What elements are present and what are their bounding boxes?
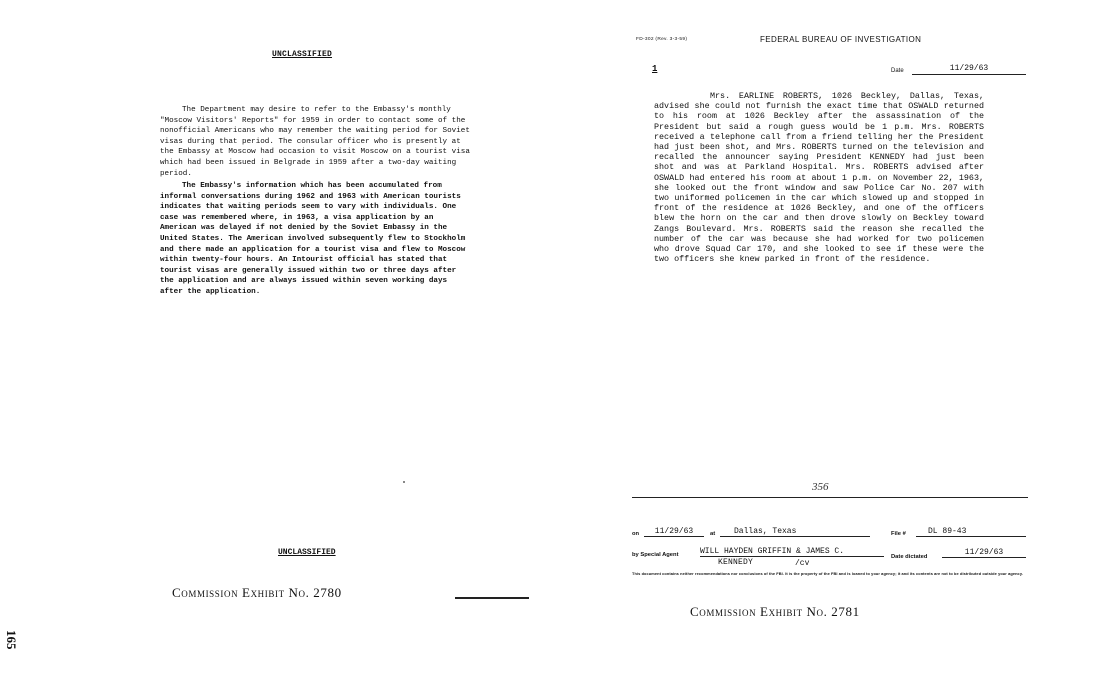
file-label: File # xyxy=(891,531,906,537)
exhibit-caption-2780: Commission Exhibit No. 2780 xyxy=(172,585,342,600)
on-label: on xyxy=(632,531,640,537)
page-marker: 1 xyxy=(652,64,658,74)
left-document-page xyxy=(0,0,540,691)
bureau-title: FEDERAL BUREAU OF INVESTIGATION xyxy=(760,35,922,44)
form-number: FD-302 (Rev. 3-3-59) xyxy=(636,37,688,42)
classification-footer: UNCLASSIFIED xyxy=(278,548,336,557)
report-body: Mrs. EARLINE ROBERTS, 1026 Beckley, Dallas, Texas, advised she could not furnish the exact time that OSWALD returned to his room at 1026 Beckley after the assassination of the President but said a rough guess would be 1 p.m. Mrs. ROBERTS received a telephone call from a friend telling her the President had just been shot, and Mrs. ROBERTS turned on the television and recalled the announcer saying President KENNEDY had just been shot and was at Parkland Hospital. Mrs. ROBERTS advised after OSWALD had entered his room at about 1 p.m. on November 22, 1963, she looked out the front window and saw Police Car No. 207 with two uniformed policemen in the car which slowed up and stopped in front of the residence at 1026 Beckley, and one of the officers blew the horn on the car and then drove slowly on Beckley toward Zangs Boulevard. Mrs. ROBERTS said the reason she recalled the number of the car was because she had worked for two policemen who drove Squad Car 170, and she looked to see if these were the two officers she knew parked in front of the residence. xyxy=(654,91,984,265)
interview-date: 11/29/63 xyxy=(644,527,704,537)
handwritten-number: 356 xyxy=(812,481,829,493)
agent-label: by Special Agent xyxy=(632,552,679,558)
page-number: 165 xyxy=(4,630,19,650)
scan-speck xyxy=(403,481,405,483)
signature-line xyxy=(455,597,529,599)
agent-names: WILL HAYDEN GRIFFIN & JAMES C. xyxy=(700,547,884,557)
file-number: DL 89-43 xyxy=(916,527,1026,537)
exhibit-caption-2781: Commission Exhibit No. 2781 xyxy=(690,604,860,619)
date-label: Date xyxy=(891,68,904,74)
divider-rule xyxy=(632,497,1028,498)
agent-initials: /cv xyxy=(795,559,810,568)
dictated-label: Date dictated xyxy=(891,554,928,560)
interview-location: Dallas, Texas xyxy=(720,527,870,537)
classification-heading: UNCLASSIFIED xyxy=(272,50,333,59)
at-label: at xyxy=(710,531,716,537)
dictated-date: 11/29/63 xyxy=(942,548,1026,558)
left-paragraph-1: The Department may desire to refer to the Embassy's monthly "Moscow Visitors' Reports" for 1959 in order to contact some of the nonofficial Americans who may remember the waiting period for Soviet visas during that period. The consular officer who is presently at the Embassy at Moscow had occasion to visit Moscow on a tourist visa which had been issued in Belgrade in 1959 after a two-day waiting period. xyxy=(160,106,470,178)
left-paragraph-2: The Embassy's information which has been accumulated from informal conversations during 1962 and 1963 with American tourists indicates that waiting periods seem to vary with individuals. One case was remembered where, in 1963, a visa application by an American was delayed if not denied by the Soviet Embassy in the United States. The American involved subsequently flew to Stockholm and there made an application for a tourist visa and flew to Moscow within twenty-four hours. An Intourist official has stated that tourist visas are generally issued within two or three days after the application and are always issued within seven working days after the application. xyxy=(160,182,466,296)
date-value: 11/29/63 xyxy=(912,64,1026,75)
disclaimer-text: This document contains neither recommendations nor conclusions of the FBI. It is the property of the FBI and is loaned to your agency; it and its contents are not to be distributed outside your agency. xyxy=(632,571,1023,576)
agent-names-line2: KENNEDY xyxy=(718,558,754,567)
